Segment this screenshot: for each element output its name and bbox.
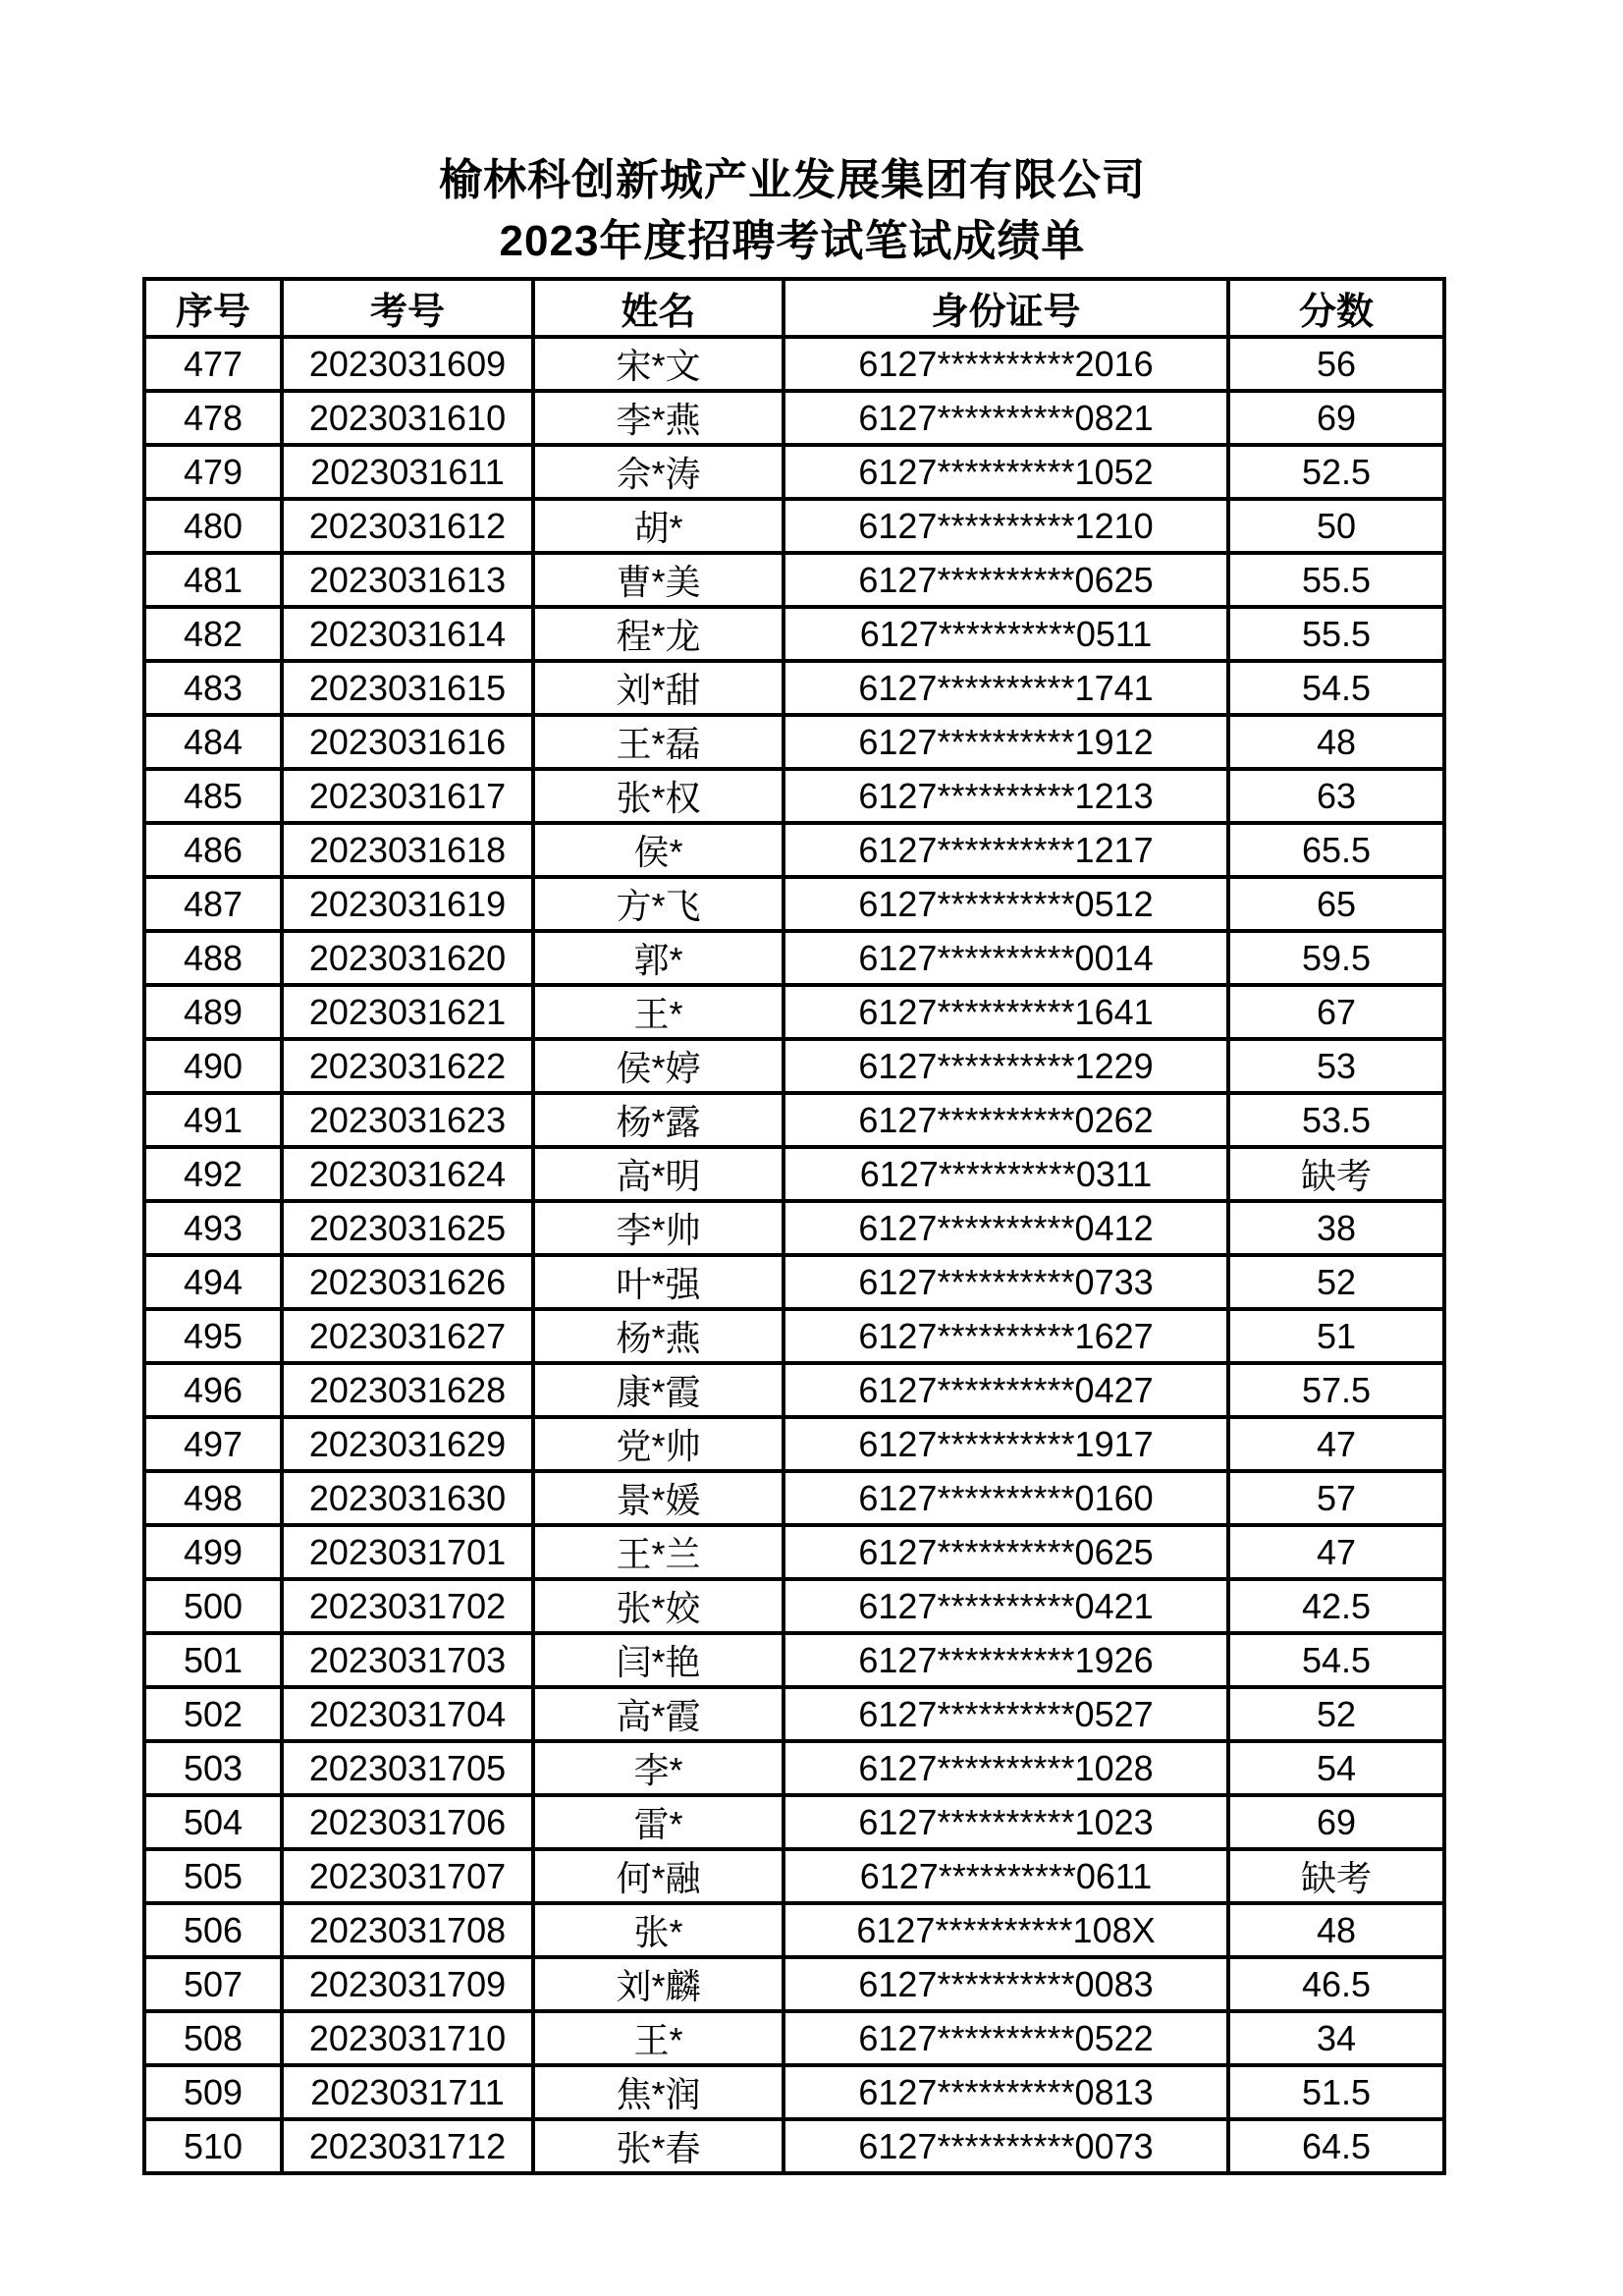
cell-id-number: 6127**********0427 (784, 1363, 1228, 1417)
cell-name: 郭* (533, 931, 784, 985)
cell-index: 504 (144, 1795, 282, 1849)
cell-index: 505 (144, 1849, 282, 1903)
cell-index: 508 (144, 2011, 282, 2065)
cell-score: 53 (1228, 1039, 1444, 1093)
cell-exam-number: 2023031620 (282, 931, 533, 985)
cell-name: 闫*艳 (533, 1633, 784, 1687)
cell-name: 方*飞 (533, 877, 784, 931)
cell-exam-number: 2023031701 (282, 1525, 533, 1579)
cell-score: 54.5 (1228, 1633, 1444, 1687)
cell-index: 498 (144, 1471, 282, 1525)
cell-exam-number: 2023031705 (282, 1741, 533, 1795)
cell-exam-number: 2023031614 (282, 607, 533, 661)
score-table-body (144, 337, 1444, 2173)
cell-name: 杨*燕 (533, 1309, 784, 1363)
cell-index: 477 (144, 337, 282, 391)
cell-index: 485 (144, 769, 282, 823)
cell-name: 侯*婷 (533, 1039, 784, 1093)
cell-index: 493 (144, 1201, 282, 1255)
cell-id-number: 6127**********0421 (784, 1579, 1228, 1633)
cell-score: 52.5 (1228, 445, 1444, 499)
cell-exam-number: 2023031618 (282, 823, 533, 877)
table-row (144, 2065, 1444, 2119)
cell-score: 48 (1228, 715, 1444, 769)
cell-exam-number: 2023031712 (282, 2119, 533, 2173)
table-row (144, 391, 1444, 445)
cell-exam-number: 2023031609 (282, 337, 533, 391)
cell-id-number: 6127**********0083 (784, 1957, 1228, 2011)
cell-id-number: 6127**********0512 (784, 877, 1228, 931)
cell-id-number: 6127**********0625 (784, 1525, 1228, 1579)
cell-id-number: 6127**********1213 (784, 769, 1228, 823)
cell-name: 叶*强 (533, 1255, 784, 1309)
cell-id-number: 6127**********108X (784, 1903, 1228, 1957)
cell-name: 程*龙 (533, 607, 784, 661)
cell-index: 478 (144, 391, 282, 445)
cell-index: 481 (144, 553, 282, 607)
cell-id-number: 6127**********0522 (784, 2011, 1228, 2065)
cell-id-number: 6127**********0412 (784, 1201, 1228, 1255)
cell-score: 63 (1228, 769, 1444, 823)
cell-score: 59.5 (1228, 931, 1444, 985)
cell-index: 499 (144, 1525, 282, 1579)
cell-id-number: 6127**********0821 (784, 391, 1228, 445)
table-row (144, 661, 1444, 715)
table-row (144, 1201, 1444, 1255)
cell-index: 487 (144, 877, 282, 931)
table-row (144, 337, 1444, 391)
cell-id-number: 6127**********1641 (784, 985, 1228, 1039)
header-id-number: 身份证号 (784, 279, 1228, 337)
cell-exam-number: 2023031628 (282, 1363, 533, 1417)
cell-name: 康*霞 (533, 1363, 784, 1417)
cell-exam-number: 2023031621 (282, 985, 533, 1039)
cell-score: 56 (1228, 337, 1444, 391)
cell-index: 501 (144, 1633, 282, 1687)
table-row (144, 1093, 1444, 1147)
cell-name: 李* (533, 1741, 784, 1795)
table-row (144, 769, 1444, 823)
cell-score: 51.5 (1228, 2065, 1444, 2119)
cell-index: 483 (144, 661, 282, 715)
cell-name: 杨*露 (533, 1093, 784, 1147)
cell-index: 480 (144, 499, 282, 553)
cell-name: 张*权 (533, 769, 784, 823)
table-row (144, 1579, 1444, 1633)
cell-score: 47 (1228, 1525, 1444, 1579)
table-row (144, 1471, 1444, 1525)
table-row (144, 2119, 1444, 2173)
cell-exam-number: 2023031610 (282, 391, 533, 445)
table-row (144, 1795, 1444, 1849)
cell-exam-number: 2023031616 (282, 715, 533, 769)
table-row (144, 823, 1444, 877)
document-page (142, 0, 1442, 2175)
cell-exam-number: 2023031630 (282, 1471, 533, 1525)
cell-name: 王* (533, 985, 784, 1039)
cell-name: 侯* (533, 823, 784, 877)
table-row (144, 1147, 1444, 1201)
cell-name: 王*磊 (533, 715, 784, 769)
table-row (144, 1255, 1444, 1309)
table-row (144, 715, 1444, 769)
cell-exam-number: 2023031615 (282, 661, 533, 715)
cell-name: 刘*麟 (533, 1957, 784, 2011)
cell-name: 张*春 (533, 2119, 784, 2173)
cell-name: 景*媛 (533, 1471, 784, 1525)
cell-index: 479 (144, 445, 282, 499)
cell-score: 55.5 (1228, 607, 1444, 661)
cell-exam-number: 2023031709 (282, 1957, 533, 2011)
cell-score: 57 (1228, 1471, 1444, 1525)
cell-exam-number: 2023031706 (282, 1795, 533, 1849)
cell-exam-number: 2023031619 (282, 877, 533, 931)
cell-name: 李*燕 (533, 391, 784, 445)
cell-id-number: 6127**********1217 (784, 823, 1228, 877)
cell-name: 佘*涛 (533, 445, 784, 499)
cell-id-number: 6127**********0813 (784, 2065, 1228, 2119)
cell-index: 497 (144, 1417, 282, 1471)
cell-id-number: 6127**********0733 (784, 1255, 1228, 1309)
cell-score: 48 (1228, 1903, 1444, 1957)
table-row (144, 1903, 1444, 1957)
table-row (144, 2011, 1444, 2065)
cell-score: 46.5 (1228, 1957, 1444, 2011)
cell-name: 宋*文 (533, 337, 784, 391)
cell-score: 47 (1228, 1417, 1444, 1471)
cell-score: 65 (1228, 877, 1444, 931)
table-row (144, 445, 1444, 499)
cell-name: 高*明 (533, 1147, 784, 1201)
table-header-row (144, 279, 1444, 337)
cell-name: 王*兰 (533, 1525, 784, 1579)
cell-index: 494 (144, 1255, 282, 1309)
cell-id-number: 6127**********1917 (784, 1417, 1228, 1471)
cell-id-number: 6127**********1627 (784, 1309, 1228, 1363)
cell-name: 刘*甜 (533, 661, 784, 715)
cell-score: 57.5 (1228, 1363, 1444, 1417)
cell-score: 34 (1228, 2011, 1444, 2065)
cell-id-number: 6127**********1229 (784, 1039, 1228, 1093)
cell-name: 何*融 (533, 1849, 784, 1903)
table-row (144, 1741, 1444, 1795)
cell-id-number: 6127**********0262 (784, 1093, 1228, 1147)
cell-exam-number: 2023031702 (282, 1579, 533, 1633)
cell-exam-number: 2023031611 (282, 445, 533, 499)
cell-id-number: 6127**********1926 (784, 1633, 1228, 1687)
header-index: 序号 (144, 279, 282, 337)
cell-index: 509 (144, 2065, 282, 2119)
cell-id-number: 6127**********1741 (784, 661, 1228, 715)
cell-index: 491 (144, 1093, 282, 1147)
cell-score: 65.5 (1228, 823, 1444, 877)
table-row (144, 877, 1444, 931)
cell-index: 507 (144, 1957, 282, 2011)
cell-exam-number: 2023031625 (282, 1201, 533, 1255)
cell-score: 69 (1228, 1795, 1444, 1849)
cell-score: 53.5 (1228, 1093, 1444, 1147)
score-table (142, 277, 1446, 2175)
cell-name: 张* (533, 1903, 784, 1957)
cell-score: 54.5 (1228, 661, 1444, 715)
cell-score: 42.5 (1228, 1579, 1444, 1633)
cell-index: 484 (144, 715, 282, 769)
table-row (144, 1633, 1444, 1687)
cell-index: 492 (144, 1147, 282, 1201)
cell-index: 510 (144, 2119, 282, 2173)
table-row (144, 931, 1444, 985)
cell-exam-number: 2023031624 (282, 1147, 533, 1201)
cell-index: 490 (144, 1039, 282, 1093)
cell-id-number: 6127**********1028 (784, 1741, 1228, 1795)
cell-index: 503 (144, 1741, 282, 1795)
table-row (144, 1363, 1444, 1417)
cell-id-number: 6127**********0014 (784, 931, 1228, 985)
cell-index: 482 (144, 607, 282, 661)
table-row (144, 1039, 1444, 1093)
cell-name: 党*帅 (533, 1417, 784, 1471)
table-row (144, 1525, 1444, 1579)
cell-score: 67 (1228, 985, 1444, 1039)
cell-id-number: 6127**********0511 (784, 607, 1228, 661)
cell-index: 486 (144, 823, 282, 877)
cell-exam-number: 2023031707 (282, 1849, 533, 1903)
cell-score: 50 (1228, 499, 1444, 553)
table-row (144, 1687, 1444, 1741)
cell-id-number: 6127**********1210 (784, 499, 1228, 553)
cell-exam-number: 2023031710 (282, 2011, 533, 2065)
cell-id-number: 6127**********0073 (784, 2119, 1228, 2173)
cell-score: 缺考 (1228, 1147, 1444, 1201)
cell-name: 李*帅 (533, 1201, 784, 1255)
cell-exam-number: 2023031703 (282, 1633, 533, 1687)
cell-exam-number: 2023031617 (282, 769, 533, 823)
table-row (144, 499, 1444, 553)
cell-exam-number: 2023031708 (282, 1903, 533, 1957)
cell-id-number: 6127**********1023 (784, 1795, 1228, 1849)
document-title: 榆林科创新城产业发展集团有限公司 (439, 156, 1146, 204)
cell-exam-number: 2023031613 (282, 553, 533, 607)
cell-index: 502 (144, 1687, 282, 1741)
table-row (144, 1849, 1444, 1903)
cell-id-number: 6127**********0527 (784, 1687, 1228, 1741)
document-subtitle: 2023年度招聘考试笔试成绩单 (499, 217, 1086, 265)
cell-id-number: 6127**********1912 (784, 715, 1228, 769)
table-row (144, 985, 1444, 1039)
header-name: 姓名 (533, 279, 784, 337)
table-row (144, 1957, 1444, 2011)
header-score: 分数 (1228, 279, 1444, 337)
cell-name: 胡* (533, 499, 784, 553)
cell-score: 54 (1228, 1741, 1444, 1795)
table-row (144, 1309, 1444, 1363)
header-exam-number: 考号 (282, 279, 533, 337)
cell-id-number: 6127**********0311 (784, 1147, 1228, 1201)
cell-index: 496 (144, 1363, 282, 1417)
cell-exam-number: 2023031622 (282, 1039, 533, 1093)
cell-name: 曹*美 (533, 553, 784, 607)
cell-id-number: 6127**********0625 (784, 553, 1228, 607)
cell-id-number: 6127**********2016 (784, 337, 1228, 391)
cell-name: 雷* (533, 1795, 784, 1849)
cell-exam-number: 2023031704 (282, 1687, 533, 1741)
cell-exam-number: 2023031623 (282, 1093, 533, 1147)
cell-score: 64.5 (1228, 2119, 1444, 2173)
cell-id-number: 6127**********1052 (784, 445, 1228, 499)
table-row (144, 553, 1444, 607)
cell-score: 69 (1228, 391, 1444, 445)
cell-score: 52 (1228, 1687, 1444, 1741)
cell-index: 495 (144, 1309, 282, 1363)
cell-score: 38 (1228, 1201, 1444, 1255)
cell-score: 55.5 (1228, 553, 1444, 607)
cell-name: 王* (533, 2011, 784, 2065)
cell-exam-number: 2023031612 (282, 499, 533, 553)
cell-score: 51 (1228, 1309, 1444, 1363)
cell-index: 506 (144, 1903, 282, 1957)
cell-score: 缺考 (1228, 1849, 1444, 1903)
table-row (144, 1417, 1444, 1471)
cell-index: 500 (144, 1579, 282, 1633)
cell-index: 488 (144, 931, 282, 985)
cell-id-number: 6127**********0160 (784, 1471, 1228, 1525)
cell-index: 489 (144, 985, 282, 1039)
cell-name: 张*姣 (533, 1579, 784, 1633)
cell-exam-number: 2023031629 (282, 1417, 533, 1471)
table-row (144, 607, 1444, 661)
cell-name: 焦*润 (533, 2065, 784, 2119)
cell-exam-number: 2023031627 (282, 1309, 533, 1363)
cell-score: 52 (1228, 1255, 1444, 1309)
cell-id-number: 6127**********0611 (784, 1849, 1228, 1903)
cell-exam-number: 2023031711 (282, 2065, 533, 2119)
cell-exam-number: 2023031626 (282, 1255, 533, 1309)
cell-name: 高*霞 (533, 1687, 784, 1741)
